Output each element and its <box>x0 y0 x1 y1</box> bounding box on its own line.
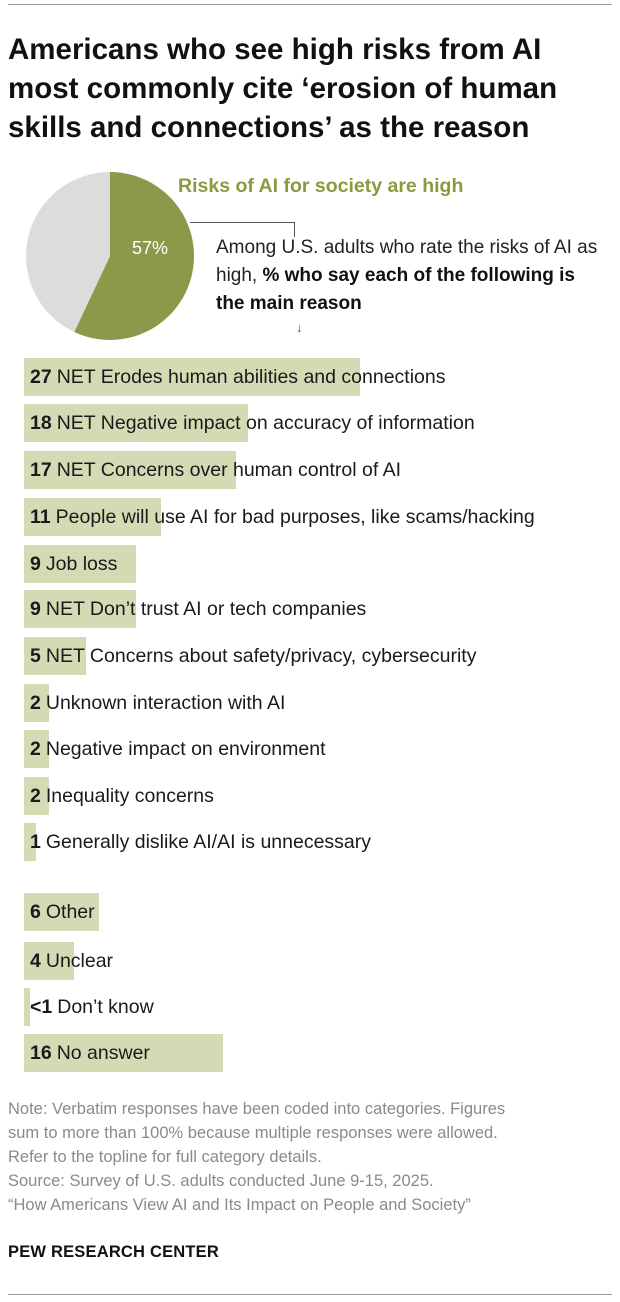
bar-text <box>30 545 117 583</box>
bar-category-label: Negative impact on environment <box>45 738 326 760</box>
bar-value-label: 11 <box>30 506 51 528</box>
down-arrow-icon: ↓ <box>296 320 303 335</box>
bottom-divider <box>8 1294 612 1295</box>
bar-value-label: <1 <box>30 996 53 1018</box>
bar-row <box>24 358 620 396</box>
bar-value-label: 16 <box>30 1042 52 1064</box>
bar-category-label: NET Negative impact on accuracy of information <box>56 412 475 434</box>
bar-value-label: 2 <box>30 738 41 760</box>
bar-category-label: Unclear <box>45 950 114 972</box>
chart-title: Americans who see high risks from AI most commonly cite ‘erosion of human skills and connections’ as the reason <box>8 33 558 144</box>
bar-category-label: Inequality concerns <box>45 785 214 807</box>
bar-value-label: 17 <box>30 459 52 481</box>
bar-text <box>30 498 535 536</box>
report-title-line: “How Americans View AI and Its Impact on People and Society” <box>8 1196 471 1214</box>
bar-text <box>30 893 95 931</box>
bar-row <box>24 893 620 931</box>
bar-category-label: Job loss <box>45 553 118 575</box>
bar-row <box>24 730 620 768</box>
note-line: Note: Verbatim responses have been coded into categories. Figures <box>8 1100 506 1118</box>
bar-row <box>24 1034 620 1072</box>
note-line: sum to more than 100% because multiple responses were allowed. <box>8 1124 498 1142</box>
bar-category-label: Don’t know <box>57 996 154 1018</box>
bar-text <box>30 942 113 980</box>
bar-row <box>24 988 620 1026</box>
bar-text <box>30 451 401 489</box>
bar-row <box>24 823 620 861</box>
bar-text <box>30 590 366 628</box>
bar-value-label: 9 <box>30 598 41 620</box>
bar-row <box>24 637 620 675</box>
bar-text <box>30 637 476 675</box>
bar-category-label: Unknown interaction with AI <box>45 692 286 714</box>
bar-text <box>30 777 214 815</box>
bar-value-label: 2 <box>30 692 41 714</box>
bar-row <box>24 684 620 722</box>
chart-description <box>216 234 606 318</box>
note-line: Refer to the topline for full category details. <box>8 1148 322 1166</box>
bar-row <box>24 590 620 628</box>
bar-category-label: NET Erodes human abilities and connections <box>56 366 446 388</box>
bar-category-label: Generally dislike AI/AI is unnecessary <box>45 831 372 853</box>
bar-value-label: 2 <box>30 785 41 807</box>
bar-value-label: 6 <box>30 901 41 923</box>
bar-text <box>30 358 445 396</box>
source-line: Source: Survey of U.S. adults conducted June 9-15, 2025. <box>8 1172 434 1190</box>
bar-text <box>30 684 285 722</box>
bar-row <box>24 404 620 442</box>
pie-slice-label: 57% <box>131 238 169 258</box>
bar-text <box>30 988 154 1026</box>
bar-value-label: 4 <box>30 950 41 972</box>
bar-text <box>30 404 475 442</box>
bar-category-label: No answer <box>56 1042 150 1064</box>
bar-text <box>30 1034 150 1072</box>
bar-category-label: NET Concerns over human control of AI <box>56 459 402 481</box>
bar-category-label: People will use AI for bad purposes, like scams/hacking <box>55 506 535 528</box>
brand-logo-text: PEW RESEARCH CENTER <box>8 1243 219 1261</box>
bar-row <box>24 451 620 489</box>
pie-chart <box>24 170 196 342</box>
bar-text <box>30 823 371 861</box>
bar-category-label: NET Concerns about safety/privacy, cybersecurity <box>45 645 477 667</box>
top-divider <box>8 4 612 5</box>
bar-row <box>24 498 620 536</box>
bar-row <box>24 942 620 980</box>
bar-row <box>24 545 620 583</box>
bar-category-label: NET Don’t trust AI or tech companies <box>45 598 367 620</box>
description-plain: Among U.S. adults who rate the risks of AI as high, <box>216 237 598 286</box>
bar-value-label: 5 <box>30 645 41 667</box>
chart-notes <box>8 1097 618 1217</box>
pie-legend-title: Risks of AI for society are high <box>178 175 464 197</box>
bar-value-label: 27 <box>30 366 52 388</box>
bar-category-label: Other <box>45 901 95 923</box>
bar-row <box>24 777 620 815</box>
bar-value-label: 18 <box>30 412 52 434</box>
bar-value-label: 1 <box>30 831 41 853</box>
bar-text <box>30 730 326 768</box>
description-bold: % who say each of the following is the main reason <box>216 265 575 314</box>
bar-value-label: 9 <box>30 553 41 575</box>
